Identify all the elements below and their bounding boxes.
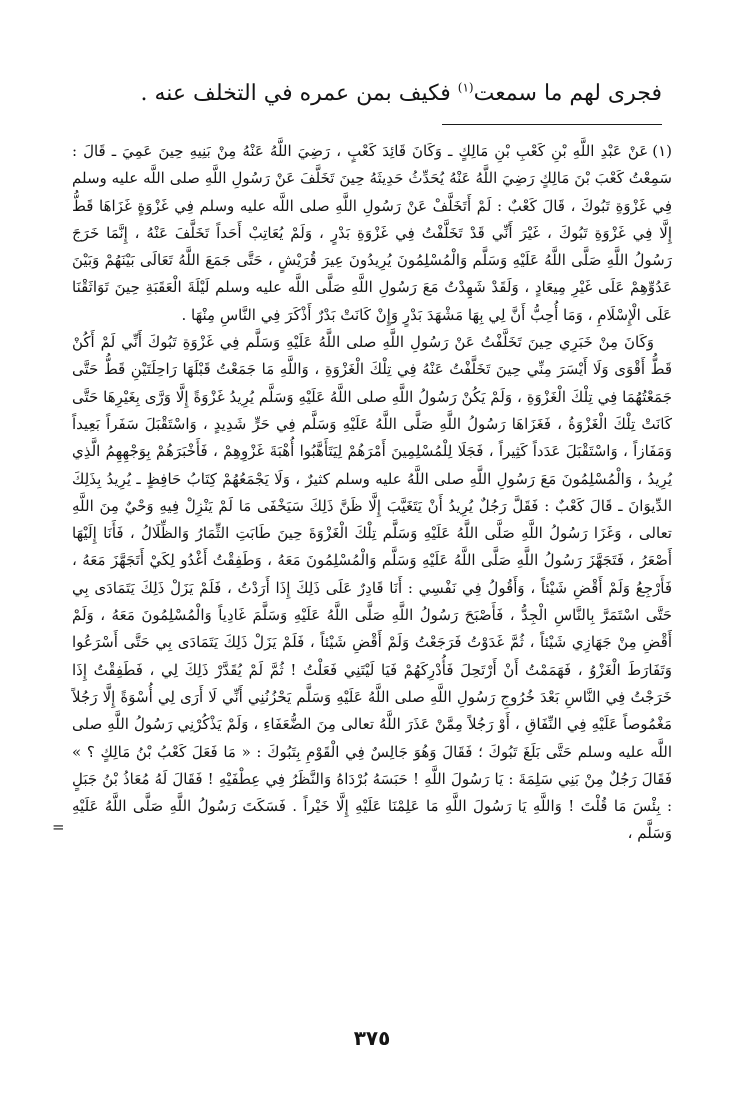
- footnote-paragraph: [72, 329, 672, 848]
- main-text: فجرى لهم ما سمعت: [473, 81, 662, 106]
- continuation-mark: =: [52, 818, 65, 837]
- footnote-paragraph-text: عَنْ عَبْدِ اللَّهِ بْنِ كَعْبِ بْنِ مَالِكٍ ـ وَكَانَ قَائِدَ كَعْبٍ ، رَضِيَ اللَّهُ عَنْهُ مِنْ بَنِيهِ حِينَ عَمِيَ ـ قَالَ : سَمِعْتُ كَعْبَ بْنَ مَالِكٍ رَضِيَ اللَّهُ عَنْهُ يُحَدِّثُ حَدِيثَهُ حِينَ تَخَلَّفَ عَنْ رَسُولِ اللَّهِ صلى اللَّه عليه وسلم فِي غَزْوَةِ تَبُوكَ ، قَالَ كَعْبٌ : لَمْ أَتَخَلَّفْ عَنْ رَسُولِ اللَّهِ صلى اللَّه عليه وسلم فِي غَزْوَةٍ غَزَاهَا قَطُّ إِلَّا فِي غَزْوَةِ تَبُوكَ ، غَيْرَ أَنِّي قَدْ تَخَلَّفْتُ فِي غَزْوَةِ بَدْرٍ ، وَلَمْ يُعَاتِبْ أَحَداً تَخَلَّفَ عَنْهُ ، إِنَّمَا خَرَجَ رَسُولُ اللَّهِ صَلَّى اللَّهُ عَلَيْهِ وَسَلَّم وَالْمُسْلِمُونَ يُرِيدُونَ عِيرَ قُرَيْشٍ ، حَتَّى جَمَعَ اللَّهُ تَعَالَى بَيْنَهُمْ وَبَيْنَ عَدُوِّهِمْ عَلَى غَيْرِ مِيعَادٍ ، وَلَقَدْ شَهِدْتُ مَعَ رَسُولِ اللَّهِ صَلَّى اللَّه عليه وسلم لَيْلَةَ الْعَقَبَةِ حِينَ تَوَاثَقْنَا عَلَى الْإِسْلَامِ ، وَمَا أُحِبُّ أَنَّ لِي بِهَا مَشْهَدَ بَدْرٍ وَإِنْ كَانَتْ بَدْرٌ أَذْكَرَ فِي النَّاسِ مِنْهَا .: [72, 142, 672, 324]
- footnote-marker: (١): [652, 142, 672, 160]
- page-number: ٣٧٥: [353, 1026, 391, 1050]
- footnote-block: [52, 138, 672, 848]
- footnote-separator-rule: [442, 124, 662, 125]
- footnote-reference: (١): [457, 80, 474, 95]
- footnote-paragraph-text: وَكَانَ مِنْ خَبَرِي حِينَ تَخَلَّفْتُ عَنْ رَسُولِ اللَّهِ صلى اللَّهُ عَلَيْهِ وَسَلَّم فِي غَزْوَةِ تَبُوكَ أَنِّي لَمْ أَكُنْ قَطُّ أَقْوَى وَلَا أَيْسَرَ مِنِّي حِينَ تَخَلَّفْتُ عَنْهُ فِي تِلْكَ الْغَزْوَةِ ، وَاللَّهِ مَا جَمَعْتُ قَبْلَهَا رَاحِلَتَيْنِ قَطُّ حَتَّى جَمَعْتُهُمَا فِي تِلْكَ الْغَزْوَةِ ، وَلَمْ يَكُنْ رَسُولُ اللَّهِ صلى اللَّهُ عَلَيْهِ وَسَلَّم يُرِيدُ غَزْوَةً إِلَّا وَرَّى بِغَيْرِهَا حَتَّى كَانَتْ تِلْكَ الْغَزْوَةُ ، فَغَزَاهَا رَسُولُ اللَّهِ صَلَّى اللَّهُ عَلَيْهِ وَسَلَّم فِي حَرٍّ شَدِيدٍ ، وَاسْتَقْبَلَ سَفَراً بَعِيداً وَمَفَازاً ، وَاسْتَقْبَلَ عَدَداً كَثِيراً ، فَجَلَا لِلْمُسْلِمِينَ أَمْرَهُمْ لِيَتَأَهَّبُوا أُهْبَةَ غَزْوِهِمْ ، فَأَخْبَرَهُمْ بِوَجْهِهِمُ الَّذِي يُرِيدُ ، وَالْمُسْلِمُونَ مَعَ رَسُولِ اللَّهِ صلى اللَّهُ عليه وسلم كثيرٌ ، وَلَا يَجْمَعُهُمْ كِتَابُ حَافِظٍ ـ يُرِيدُ بِذَلِكَ الدِّيوَانَ ـ قَالَ كَعْبٌ : فَقَلَّ رَجُلٌ يُرِيدُ أَنْ يَتَغَيَّبَ إِلَّا ظَنَّ ذَلِكَ سَيَخْفَى مَا لَمْ يَنْزِلْ فِيهِ وَحْيٌ مِنَ اللَّهِ تعالى ، وَغَزَا رَسُولُ اللَّهِ صَلَّى اللَّهُ عَلَيْهِ وَسَلَّم تِلْكَ الْغَزْوَةَ حِينَ طَابَتِ الثِّمَارُ وَالظِّلَالُ ، فَأَنَا إِلَيْهَا أَصْعَرُ ، فَتَجَهَّزَ رَسُولُ اللَّهِ صَلَّى اللَّهُ عَلَيْهِ وَسَلَّم وَالْمُسْلِمُونَ مَعَهُ ، وَطَفِقْتُ أَغْدُو لِكَيْ أَتَجَهَّزَ مَعَهُ ، فَأَرْجِعُ وَلَمْ أَقْضِ شَيْئاً ، وَأَقُولُ فِي نَفْسِي : أَنَا قَادِرٌ عَلَى ذَلِكَ إِذَا أَرَدْتُ ، فَلَمْ يَزَلْ ذَلِكَ يَتَمَادَى بِي حَتَّى اسْتَمَرَّ بِالنَّاسِ الْجِدُّ ، فَأَصْبَحَ رَسُولُ اللَّهِ صَلَّى اللَّهُ عَلَيْهِ وَسَلَّمَ غَادِياً وَالْمُسْلِمُونَ مَعَهُ ، وَلَمْ أَقْضِ مِنْ جَهَازِي شَيْئاً ، ثُمَّ غَدَوْتُ فَرَجَعْتُ وَلَمْ أَقْضِ شَيْئاً ، فَلَمْ يَزَلْ ذَلِكَ يَتَمَادَى بِي حَتَّى أَسْرَعُوا وَتَفَارَطَ الْغَزْوُ ، فَهَمَمْتُ أَنْ أَرْتَحِلَ فَأُدْرِكَهُمْ فَيَا لَيْتَنِي فَعَلْتُ ! ثُمَّ لَمْ يُقَدَّرْ ذَلِكَ لِي ، فَطَفِقْتُ إِذَا خَرَجْتُ فِي النَّاسِ بَعْدَ خُرُوجِ رَسُولِ اللَّهِ صلى اللَّهُ عَلَيْهِ وَسَلَّم يَحْزُنُنِي أَنِّي لَا أَرَى لِي أُسْوَةً إِلَّا رَجُلاً مَغْمُوصاً عَلَيْهِ فِي النِّفَاقِ ، أَوْ رَجُلاً مِمَّنْ عَذَرَ اللَّهُ تعالى مِنَ الضُّعَفَاءِ ، وَلَمْ يَذْكُرْنِي رَسُولُ اللَّهِ صلى اللَّه عليه وسلم حَتَّى بَلَغَ تَبُوكَ ؛ فَقَالَ وَهُوَ جَالِسٌ فِي الْقَوْمِ بِتَبُوكَ : « مَا فَعَلَ كَعْبُ بْنُ مَالِكٍ ؟ » فَقَالَ رَجُلٌ مِنْ بَنِي سَلِمَةَ : يَا رَسُولَ اللَّهِ ! حَبَسَهُ بُرْدَاهُ وَالنَّظَرُ فِي عِطْفَيْهِ ! فَقَالَ لَهُ مُعَاذُ بْنُ جَبَلٍ : بِئْسَ مَا قُلْتَ ! وَاللَّهِ يَا رَسُولَ اللَّهِ مَا عَلِمْنَا عَلَيْهِ إِلَّا خَيْراً . فَسَكَتَ رَسُولُ اللَّهِ صَلَّى اللَّهُ عَلَيْهِ وَسَلَّم ،: [72, 333, 672, 843]
- footnote-paragraph: [72, 138, 672, 329]
- main-text-line: [72, 78, 662, 110]
- main-text-rest: فكيف بمن عمره في التخلف عنه .: [140, 81, 458, 106]
